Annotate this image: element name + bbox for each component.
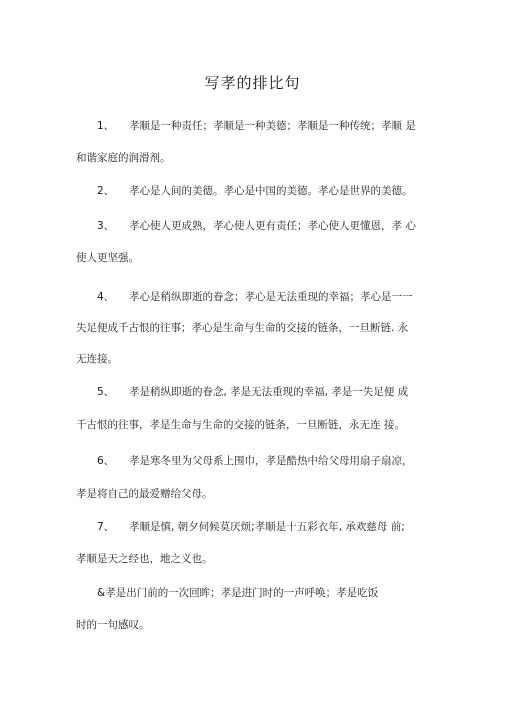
item-line: 失足便成千古恨的往事；孝心是生命与生命的交接的链条，一旦断链. 永: [76, 322, 409, 334]
item-line: 孝心是人间的美德。孝心是中国的美德。孝心是世界的美德。: [129, 185, 413, 197]
item-line: 孝心使人更成熟，孝心使人更有责任；孝心使人更懂恩，孝 心: [129, 220, 416, 232]
item-line: 无连接。: [76, 353, 118, 365]
item-line: &孝是出门前的一次回眸；孝是进门时的一声呼唤；孝是吃饭: [97, 587, 379, 599]
item-number: 6、: [97, 455, 115, 467]
item-line: 孝顺是天之经也，地之义也。: [76, 553, 213, 565]
item-line: 孝顺是一种责任；孝顺是一种美德；孝顺是一种传统；孝顺 是: [129, 120, 416, 132]
item-line: 和谐家庭的润滑剂。: [76, 152, 171, 164]
item-line: 孝是将自己的最爱赠给父母。: [76, 488, 213, 500]
item-line: 时的一句感叹。: [76, 619, 150, 631]
item-line: 孝心是稍纵即逝的眷念；孝心是无法重现的幸福；孝心是一一: [129, 291, 413, 303]
item-number: 5、: [97, 386, 115, 398]
item-line: 千古恨的往事，孝是生命与生命的交接的链条，一旦断链，永无连 接。: [76, 419, 405, 431]
item-number: 7、: [97, 521, 115, 533]
item-number: 3、: [97, 220, 115, 232]
item-number: 1、: [97, 120, 115, 132]
item-line: 孝是稍纵即逝的眷念, 孝是无法重现的幸福, 孝是一失足便 成: [129, 386, 409, 398]
item-line: 使人更坚强。: [76, 252, 139, 264]
item-line: 孝顺是慎, 朝夕伺候莫厌烦;孝顺是十五彩衣年, 承欢慈母 前;: [129, 521, 405, 533]
document-title: 写孝的排比句: [204, 74, 301, 92]
item-line: 孝是寒冬里为父母系上围巾，孝是酷热中给父母用扇子扇凉，: [129, 455, 413, 467]
item-number: 4、: [97, 291, 115, 303]
item-number: 2、: [97, 185, 115, 197]
